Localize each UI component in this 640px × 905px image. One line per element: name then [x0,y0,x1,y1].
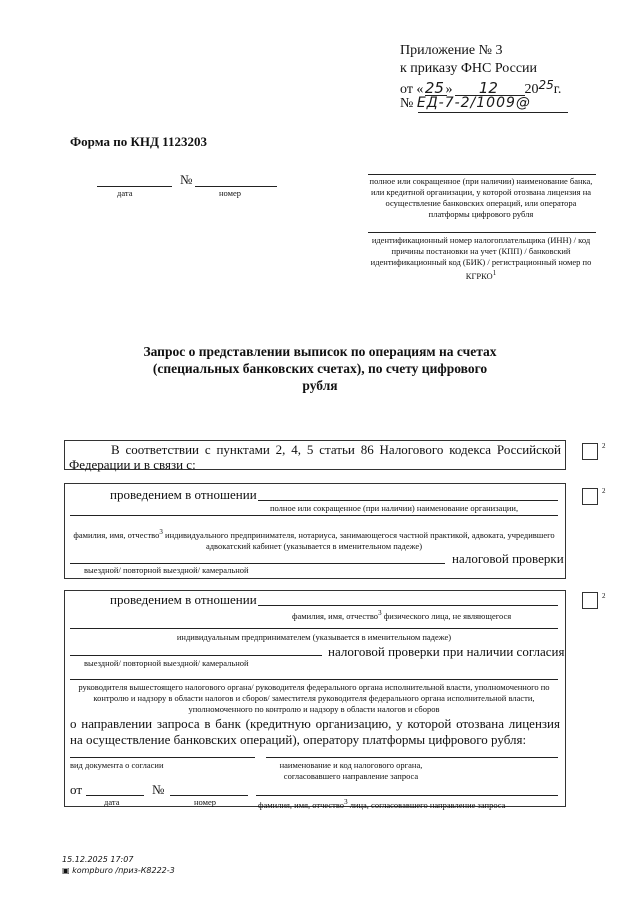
section-1-checkbox[interactable] [582,443,598,460]
date-day: 25 [424,79,444,97]
footnote-3c: 3 [344,798,348,806]
order-date: от «25» 12 2025г. [400,78,562,97]
footnote-3a: 3 [159,528,163,536]
section-3-no-sign: № [152,782,165,797]
appendix-label: Приложение № 3 [400,43,503,58]
section-1-text: В соответствии с пунктами 2, 4, 5 статьи 86 Налогового кодекса Российской Федерации и в связи с: [69,442,561,472]
section-3-date-label: дата [104,797,120,807]
title-line-2: (специальных банковских счетах), по счету цифрового [152,361,488,376]
doc-number-label: номер [219,188,242,198]
title-line-3: рубля [302,378,338,393]
section-3-caption-3: выездной/ повторной выездной/ камеральной [84,658,249,668]
doc-date-label: дата [117,188,133,198]
date-suffix: г. [553,82,562,97]
section-2-caption-2a: фамилия, имя, отчество [73,529,160,540]
section-3-person-a: фамилия, имя, отчество [258,799,345,810]
section-3-direction: о направлении запроса в банк (кредитную организацию, у которой отозвана лицензия на осуществление банковских операций), оператору платформы цифрового рубля: [70,716,560,747]
request-title [100,343,540,394]
footer-code-text: kompburo /приз-К8222-3 [72,866,175,875]
section-2-caption-2b: индивидуального предпринимателя, нотариуса, занимающегося частной практикой, адвоката, учредившего адвокатский кабинет (указывается в именительном падеже) [162,529,555,551]
section-3-caption-2: индивидуальным предпринимателем (указывается в именительном падеже) [176,632,452,642]
date-prefix: от « [400,82,424,97]
section-2-caption-1: полное или сокращенное (при наличии) наименование организации, [270,503,519,513]
section-2-caption-2 [68,527,560,552]
section-3-footnote: 2 [602,592,606,600]
section-3-tail: налоговой проверки при наличии согласия [328,644,565,659]
section-3-caption-1 [292,608,511,622]
number-handwritten: ЕД-7-2/1009@ [416,95,531,111]
section-3-person-caption [258,797,505,811]
footer-code-icon: ▣ [62,866,73,875]
recipient-ids-text: идентификационный номер налогоплательщика (ИНН) / код причины постановки на учет (КПП) / банковский идентификационный код (БИК) / регистрационный номер по КГРКО [370,235,592,281]
footnote-1: 1 [492,269,497,277]
section-3-person-b: лица, согласовавшего направление запроса [347,799,506,810]
section-2-checkbox[interactable] [582,488,598,505]
number-prefix: № [400,96,414,111]
form-code: Форма по КНД 1123203 [70,134,207,149]
order-number [400,95,531,112]
section-2-caption-3: выездной/ повторной выездной/ камеральной [84,565,249,575]
section-3-doc-caption: вид документа о согласии [70,760,164,770]
title-line-1: Запрос о представлении выписок по операциям на счетах [143,344,497,359]
doc-no-sign: № [180,172,193,187]
section-3-caption-4: руководителя вышестоящего налогового органа/ руководителя федерального органа исполнительной власти, уполномоченного по контролю и надзору в области налогов и сборов/ заместителя руководителя федерального органа исполнительной власти, уполномоченного по контролю и надзору в области налогов и сборов [78,682,550,714]
recipient-name-caption: полное или сокращенное (при наличии) наименование банка, или кредитной организации, у которой отозвана лицензия на осуществление банковских операций, или оператора платформы цифрового рубля [369,176,593,219]
date-year-prefix: 20 [524,82,539,97]
footnote-3b: 3 [378,609,382,617]
section-3-lead: проведением в отношении [110,592,257,607]
footer-timestamp: 15.12.2025 17:07 [62,855,134,864]
footer-code [62,866,175,875]
section-2-tail: налоговой проверки [452,551,564,566]
section-1-footnote: 2 [602,442,606,450]
section-2-footnote: 2 [602,487,606,495]
section-3-from: от [70,782,83,797]
section-3-caption-1b: физического лица, не являющегося [381,610,512,621]
order-label: к приказу ФНС России [400,61,538,76]
section-2-lead: проведением в отношении [110,487,257,502]
section-3-caption-1a: фамилия, имя, отчество [292,610,379,621]
date-year: 25 [538,78,554,92]
recipient-ids-caption [366,235,596,282]
section-3-number-label: номер [194,797,217,807]
section-3-checkbox[interactable] [582,592,598,609]
section-3-org-caption: наименование и код налогового органа, согласовавшего направление запроса [279,760,423,781]
date-month: 12 [478,79,498,97]
